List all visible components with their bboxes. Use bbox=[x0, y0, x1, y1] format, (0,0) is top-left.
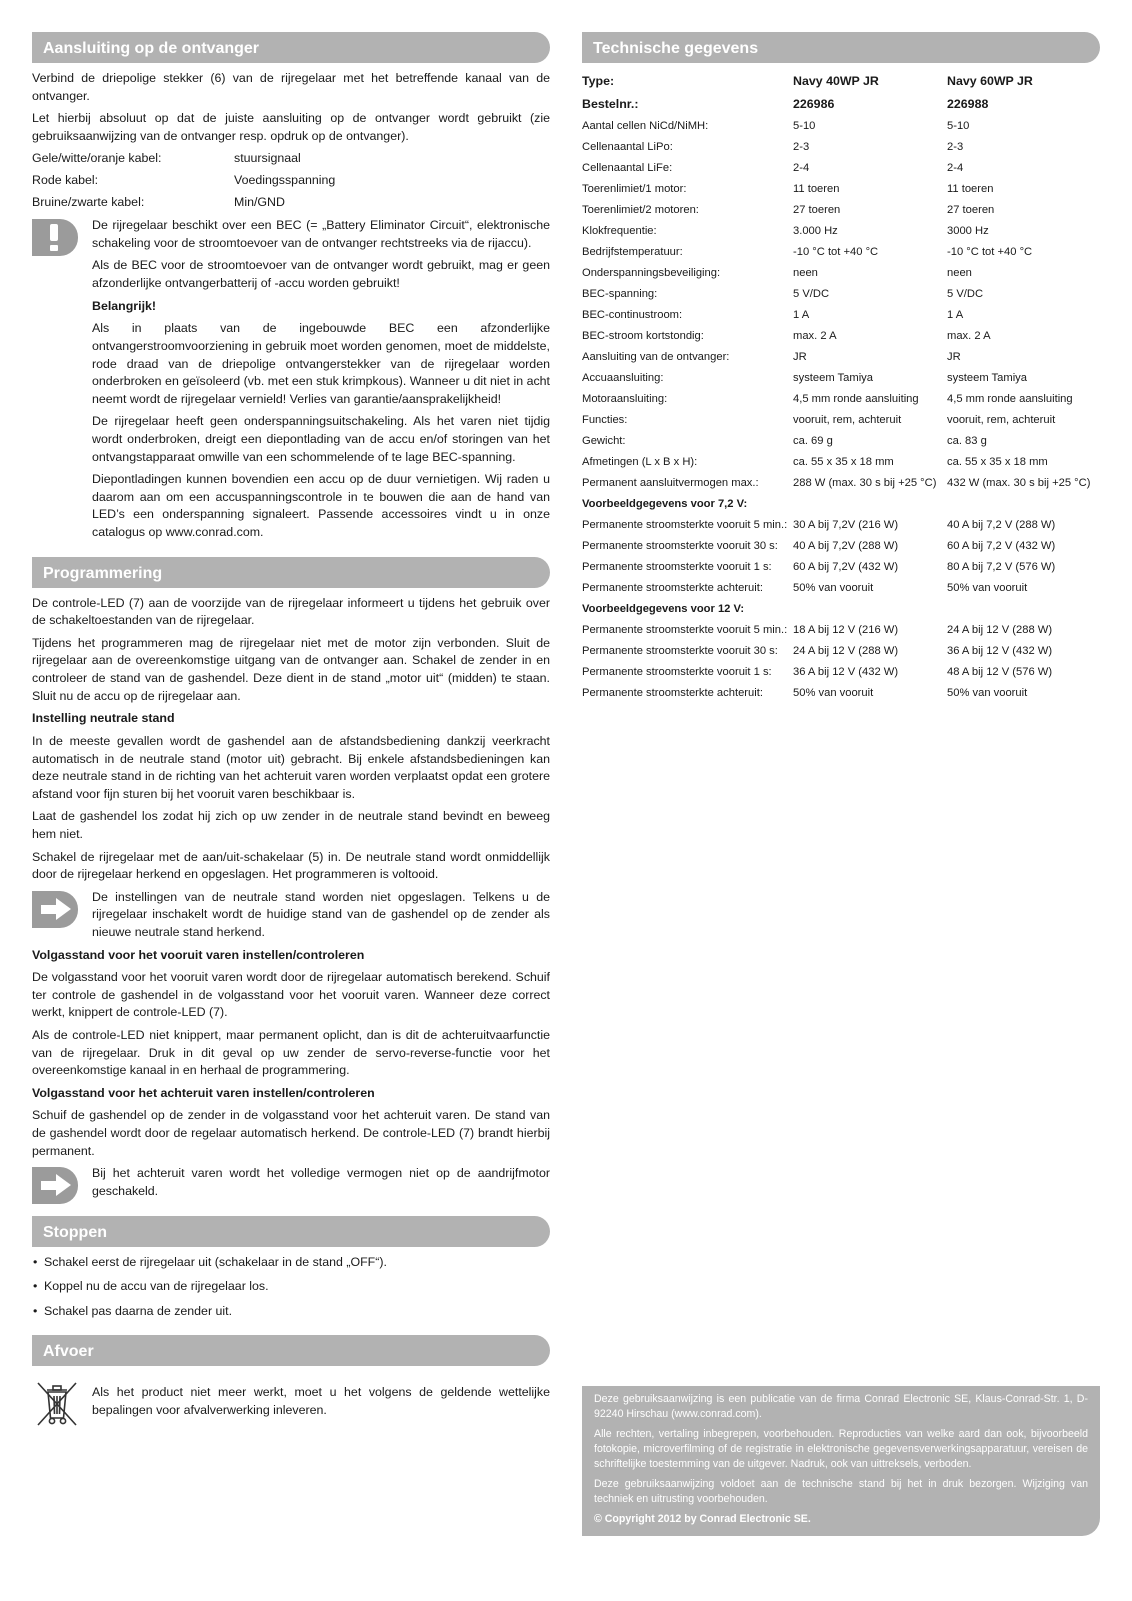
spec-value-cell: 2-3 bbox=[947, 140, 964, 153]
spec-value-cell: 1 A bbox=[947, 308, 964, 321]
section-heading-technische-gegevens: Technische gegevens bbox=[582, 32, 1100, 63]
paragraph: De controle-LED (7) aan de voorzijde van de rijregelaar informeert u tijdens het gebruik over de schakeltoestanden van de rijregelaar. bbox=[32, 595, 550, 628]
spec-label-cell: Aansluiting van de ontvanger: bbox=[582, 350, 730, 363]
spec-value-cell: ca. 69 g bbox=[793, 434, 833, 447]
cable-label: Gele/witte/oranje kabel: bbox=[32, 151, 162, 166]
spec-value-cell: -10 °C tot +40 °C bbox=[793, 245, 879, 258]
spec-label-cell: Onderspanningsbeveiliging: bbox=[582, 266, 721, 279]
spec-label-cell: Permanente stroomsterkte vooruit 30 s: bbox=[582, 539, 778, 552]
spec-value-cell: ca. 55 x 35 x 18 mm bbox=[947, 455, 1048, 468]
spec-label-cell: Voorbeeldgegevens voor 12 V: bbox=[582, 602, 745, 615]
spec-value-cell: 5 V/DC bbox=[793, 287, 830, 300]
note-paragraph: De instellingen van de neutrale stand worden niet opgeslagen. Telkens u de rijregelaar inschakelt wordt de huidige stand van de gashendel op de zender als nieuwe neutrale stand herkend. bbox=[92, 889, 550, 939]
spec-label-cell: Voorbeeldgegevens voor 7,2 V: bbox=[582, 497, 748, 510]
cable-label: Rode kabel: bbox=[32, 173, 99, 188]
spec-label-cell: Permanente stroomsterkte vooruit 5 min.: bbox=[582, 518, 788, 531]
spec-label-cell: Aantal cellen NiCd/NiMH: bbox=[582, 119, 709, 132]
paragraph: Tijdens het programmeren mag de rijregelaar niet met de motor zijn verbonden. Sluit de rijregelaar aan de overeenkomstige uitgang van de ontvanger aan. Schakel de zender in en controleer de stand van de gashendel. Deze dient in de stand „motor uit“ (midden) te staan. Sluit nu de accu op de rijregelaar aan. bbox=[32, 635, 550, 703]
spec-label-cell: Accuaansluiting: bbox=[582, 371, 664, 384]
spec-label-cell: Cellenaantal LiFe: bbox=[582, 161, 673, 174]
spec-value-cell: 1 A bbox=[793, 308, 810, 321]
table-row bbox=[582, 494, 1100, 515]
spec-value-cell: ca. 55 x 35 x 18 mm bbox=[793, 455, 894, 468]
spec-value-cell: 226986 bbox=[793, 96, 835, 111]
spec-table-body bbox=[582, 70, 1100, 704]
table-row bbox=[582, 368, 1100, 389]
spec-label-cell: Klokfrequentie: bbox=[582, 224, 657, 237]
table-row bbox=[582, 578, 1100, 599]
spec-value-cell: vooruit, rem, achteruit bbox=[793, 413, 902, 426]
table-row bbox=[582, 284, 1100, 305]
spec-value-cell: systeem Tamiya bbox=[793, 371, 873, 384]
spec-table bbox=[582, 70, 1100, 704]
stop-steps-list bbox=[32, 1254, 550, 1321]
subheading: Volgasstand voor het vooruit varen instellen/controleren bbox=[32, 947, 365, 962]
spec-value-cell: 3000 Hz bbox=[947, 224, 989, 237]
cable-value: Voedingsspanning bbox=[234, 173, 336, 188]
spec-value-cell: 2-3 bbox=[793, 140, 810, 153]
subheading: Instelling neutrale stand bbox=[32, 711, 175, 726]
footer-copyright: © Copyright 2012 by Conrad Electronic SE. bbox=[594, 1512, 811, 1525]
hint-note bbox=[32, 1165, 550, 1200]
spec-value-cell: ca. 83 g bbox=[947, 434, 987, 447]
spec-value-cell: 24 A bij 12 V (288 W) bbox=[793, 644, 899, 657]
spec-value-cell: 4,5 mm ronde aansluiting bbox=[793, 392, 919, 405]
spec-value-cell: JR bbox=[947, 350, 961, 363]
arrow-right-icon bbox=[32, 1167, 78, 1204]
spec-value-cell: max. 2 A bbox=[793, 329, 837, 342]
spec-label-cell: Afmetingen (L x B x H): bbox=[582, 455, 698, 468]
spec-value-cell: 27 toeren bbox=[793, 203, 841, 216]
spec-value-cell: 11 toeren bbox=[947, 182, 994, 195]
spec-value-cell: 2-4 bbox=[947, 161, 964, 174]
spec-value-cell: 5-10 bbox=[793, 119, 816, 132]
table-row bbox=[582, 70, 1100, 93]
spec-value-cell: 36 A bij 12 V (432 W) bbox=[947, 644, 1053, 657]
spec-label-cell: Cellenaantal LiPo: bbox=[582, 140, 673, 153]
spec-value-cell: 60 A bij 7,2 V (432 W) bbox=[947, 539, 1056, 552]
table-row bbox=[582, 242, 1100, 263]
spec-label-cell: Permanente stroomsterkte vooruit 5 min.: bbox=[582, 623, 788, 636]
crossed-bin-icon bbox=[32, 1378, 82, 1428]
subheading: Volgasstand voor het achteruit varen instellen/controleren bbox=[32, 1085, 375, 1100]
note-paragraph: Als de BEC voor de stroomtoevoer van de ontvanger wordt gebruikt, mag er geen afzonderlijke ontvangerbatterij of -accu worden gebruikt! bbox=[92, 258, 550, 291]
spec-value-cell: 40 A bij 7,2V (288 W) bbox=[793, 539, 899, 552]
table-row bbox=[582, 347, 1100, 368]
spec-label-cell: Toerenlimiet/1 motor: bbox=[582, 182, 687, 195]
table-row bbox=[582, 221, 1100, 242]
table-row bbox=[582, 683, 1100, 704]
section-heading-programmering: Programmering bbox=[32, 557, 550, 588]
spec-label-cell: BEC-continustroom: bbox=[582, 308, 683, 321]
table-row bbox=[582, 158, 1100, 179]
spec-value-cell: vooruit, rem, achteruit bbox=[947, 413, 1056, 426]
footer-technical-state: Deze gebruiksaanwijzing voldoet aan de technische stand bij het in druk bezorgen. Wijziging van techniek en uitrusting voorbehouden. bbox=[594, 1477, 1088, 1506]
arrow-right-icon bbox=[32, 891, 78, 928]
exclamation-icon bbox=[32, 219, 78, 256]
spec-value-cell: Navy 60WP JR bbox=[947, 73, 1033, 88]
note-paragraph: Diepontladingen kunnen bovendien een accu op de duur vernietigen. Wij raden u daarom aan om een accuspanningscontrole in te bouwen die aan de hand van LED’s een onderspanning signaleert. Passende accessoires vindt u in onze catalogus op www.conrad.com. bbox=[92, 472, 550, 540]
note-paragraph: De rijregelaar heeft geen onderspanningsuitschakeling. Als het varen niet tijdig wordt onderbroken, dreigt een diepontlading van de accu en/of storingen van het ontvangstapparaat omwille van een schommelende of te lage BEC-spanning. bbox=[92, 414, 550, 464]
cable-row bbox=[32, 194, 550, 212]
table-row bbox=[582, 536, 1100, 557]
cable-value: Min/GND bbox=[234, 194, 285, 209]
spec-label-cell: Toerenlimiet/2 motoren: bbox=[582, 203, 699, 216]
table-row bbox=[582, 599, 1100, 620]
disposal-note bbox=[32, 1378, 550, 1428]
note-paragraph: Als het product niet meer werkt, moet u het volgens de geldende wettelijke bepalingen voor afvalverwerking inleveren. bbox=[92, 1385, 550, 1417]
spec-value-cell: 80 A bij 7,2 V (576 W) bbox=[947, 560, 1056, 573]
spec-value-cell: 226988 bbox=[947, 96, 989, 111]
spec-label-cell: Motoraansluiting: bbox=[582, 392, 668, 405]
spec-value-cell: 5 V/DC bbox=[947, 287, 984, 300]
table-row bbox=[582, 641, 1100, 662]
table-row bbox=[582, 452, 1100, 473]
spec-label-cell: Bedrijfstemperatuur: bbox=[582, 245, 683, 258]
spec-value-cell: 48 A bij 12 V (576 W) bbox=[947, 665, 1053, 678]
table-row bbox=[582, 179, 1100, 200]
paragraph: Als de controle-LED niet knippert, maar permanent oplicht, dan is dit de achteruitvaarfunctie van de rijregelaar. Druk in dit geval op uw zender de servo-reverse-functie voor het overeenkomstige kanaal in en herhaal de programmering. bbox=[32, 1028, 550, 1078]
spec-value-cell: 24 A bij 12 V (288 W) bbox=[947, 623, 1053, 636]
table-row bbox=[582, 305, 1100, 326]
table-row bbox=[582, 431, 1100, 452]
list-item: • Schakel pas daarna de zender uit. bbox=[32, 1303, 550, 1321]
table-row bbox=[582, 515, 1100, 536]
note-important-label: Belangrijk! bbox=[92, 298, 157, 313]
spec-value-cell: 2-4 bbox=[793, 161, 810, 174]
hint-note bbox=[32, 889, 550, 942]
paragraph: In de meeste gevallen wordt de gashendel aan de afstandsbediening dankzij veerkracht automatisch in de neutrale stand (motor uit) gebracht. Bij enkele afstandsbedieningen kan deze neutrale stand in de richting van het achteruit varen worden verplaatst opdat een grotere afstand voor fijn sturen bij het vooruit varen beschikbaar is. bbox=[32, 733, 550, 801]
spec-value-cell: 18 A bij 12 V (216 W) bbox=[793, 623, 899, 636]
spec-value-cell: 288 W (max. 30 s bij +25 °C) bbox=[793, 476, 937, 489]
spec-value-cell: 11 toeren bbox=[793, 182, 840, 195]
section-heading-aansluiting: Aansluiting op de ontvanger bbox=[32, 32, 550, 63]
paragraph: Laat de gashendel los zodat hij zich op uw zender in de neutrale stand bevindt en beweeg hem niet. bbox=[32, 809, 550, 841]
spec-value-cell: max. 2 A bbox=[947, 329, 991, 342]
spec-label-cell: Permanente stroomsterkte vooruit 1 s: bbox=[582, 665, 772, 678]
table-row bbox=[582, 662, 1100, 683]
right-column bbox=[582, 32, 1100, 704]
spec-value-cell: 432 W (max. 30 s bij +25 °C) bbox=[947, 476, 1091, 489]
note-paragraph: Bij het achteruit varen wordt het volledige vermogen niet op de aandrijfmotor geschakeld. bbox=[92, 1166, 550, 1198]
cable-row bbox=[32, 172, 550, 190]
paragraph: Schakel de rijregelaar met de aan/uit-schakelaar (5) in. De neutrale stand wordt onmiddellijk door de rijregelaar herkend en opgeslagen. Het programmeren is voltooid. bbox=[32, 849, 550, 882]
spec-value-cell: -10 °C tot +40 °C bbox=[947, 245, 1033, 258]
spec-label-cell: BEC-spanning: bbox=[582, 287, 658, 300]
table-row bbox=[582, 116, 1100, 137]
paragraph: Let hierbij absoluut op dat de juiste aansluiting op de ontvanger wordt gebruikt (zie gebruiksaanwijzing van de ontvanger resp. opdruk op de ontvanger). bbox=[32, 111, 550, 143]
spec-value-cell: 30 A bij 7,2V (216 W) bbox=[793, 518, 899, 531]
paragraph: Schuif de gashendel op de zender in de volgasstand voor het achteruit varen. De stand van de gashendel wordt door de regelaar automatisch herkend. De controle-LED (7) brandt hierbij permanent. bbox=[32, 1108, 550, 1158]
spec-value-cell: 36 A bij 12 V (432 W) bbox=[793, 665, 899, 678]
spec-value-cell: 40 A bij 7,2 V (288 W) bbox=[947, 518, 1056, 531]
cable-value: stuursignaal bbox=[234, 151, 301, 166]
spec-label-cell: Permanente stroomsterkte vooruit 30 s: bbox=[582, 644, 778, 657]
spec-label-cell: Permanent aansluitvermogen max.: bbox=[582, 476, 759, 489]
table-row bbox=[582, 389, 1100, 410]
spec-label-cell: Permanente stroomsterkte achteruit: bbox=[582, 686, 763, 699]
list-item: • Schakel eerst de rijregelaar uit (schakelaar in de stand „OFF“). bbox=[32, 1254, 550, 1272]
note-paragraph: De rijregelaar beschikt over een BEC (= „Battery Eliminator Circuit“, elektronische schakeling voor de stroomtoevoer van de ontvanger rechtstreeks via de rijaccu). bbox=[92, 218, 550, 250]
table-row bbox=[582, 557, 1100, 578]
spec-value-cell: 5-10 bbox=[947, 119, 970, 132]
spec-label-cell: Functies: bbox=[582, 413, 628, 426]
spec-label-cell: Gewicht: bbox=[582, 434, 626, 447]
spec-value-cell: neen bbox=[947, 266, 972, 279]
section-heading-stoppen: Stoppen bbox=[32, 1216, 550, 1247]
spec-value-cell: Navy 40WP JR bbox=[793, 73, 879, 88]
table-row bbox=[582, 200, 1100, 221]
table-row bbox=[582, 263, 1100, 284]
spec-value-cell: 3.000 Hz bbox=[793, 224, 838, 237]
footer-rights: Alle rechten, vertaling inbegrepen, voorbehouden. Reproducties van welke aard dan ook, bijvoorbeeld fotokopie, microverfilming of de registratie in elektronische gegevensverwerkingsapparatuur, vereisen de schriftelijke toestemming van de uitgever. Nadruk, ook van uittreksels, verboden. bbox=[594, 1427, 1088, 1471]
paragraph: Verbind de driepolige stekker (6) van de rijregelaar met het betreffende kanaal van de ontvanger. bbox=[32, 71, 550, 103]
left-column bbox=[32, 32, 550, 1428]
spec-label-cell: Permanente stroomsterkte achteruit: bbox=[582, 581, 763, 594]
table-row bbox=[582, 137, 1100, 158]
spec-value-cell: 50% van vooruit bbox=[793, 581, 874, 594]
table-row bbox=[582, 620, 1100, 641]
list-item: • Koppel nu de accu van de rijregelaar los. bbox=[32, 1278, 550, 1296]
spec-value-cell: 50% van vooruit bbox=[793, 686, 874, 699]
publisher-footer bbox=[582, 1386, 1100, 1536]
spec-value-cell: 60 A bij 7,2V (432 W) bbox=[793, 560, 899, 573]
spec-value-cell: 50% van vooruit bbox=[947, 581, 1028, 594]
warning-note bbox=[32, 217, 550, 541]
spec-value-cell: JR bbox=[793, 350, 807, 363]
note-paragraph: Als in plaats van de ingebouwde BEC een afzonderlijke ontvangerstroomvoorziening in gebruik moet worden genomen, moet de middelste, rode draad van de driepolige ontvangerstekker van de rijregelaar worden onderbroken en geïsoleerd (vb. met een stuk krimpkous). Wanneer u dit niet in acht neemt wordt de rijregelaar vernield! Verlies van garantie/aansprakelijkheid! bbox=[92, 321, 550, 406]
cable-row bbox=[32, 150, 550, 168]
spec-value-cell: 4,5 mm ronde aansluiting bbox=[947, 392, 1073, 405]
spec-value-cell: 50% van vooruit bbox=[947, 686, 1028, 699]
paragraph: De volgasstand voor het vooruit varen wordt door de rijregelaar automatisch berekend. Schuif ter controle de gashendel in de volgasstand voor het vooruit varen. Wanneer deze correct werkt, knippert de controle-LED (7). bbox=[32, 970, 550, 1020]
table-row bbox=[582, 326, 1100, 347]
spec-value-cell: systeem Tamiya bbox=[947, 371, 1027, 384]
spec-value-cell: 27 toeren bbox=[947, 203, 995, 216]
footer-publisher: Deze gebruiksaanwijzing is een publicatie van de firma Conrad Electronic SE, Klaus-Conrad-Str. 1, D-92240 Hirschau (www.conrad.com). bbox=[594, 1393, 1088, 1421]
spec-label-cell: Type: bbox=[582, 73, 615, 88]
cable-label: Bruine/zwarte kabel: bbox=[32, 194, 145, 209]
table-row bbox=[582, 93, 1100, 116]
table-row bbox=[582, 410, 1100, 431]
spec-label-cell: Permanente stroomsterkte vooruit 1 s: bbox=[582, 560, 772, 573]
spec-value-cell: neen bbox=[793, 266, 818, 279]
section-heading-afvoer: Afvoer bbox=[32, 1335, 550, 1366]
spec-label-cell: BEC-stroom kortstondig: bbox=[582, 329, 704, 342]
spec-label-cell: Bestelnr.: bbox=[582, 96, 639, 111]
table-row bbox=[582, 473, 1100, 494]
